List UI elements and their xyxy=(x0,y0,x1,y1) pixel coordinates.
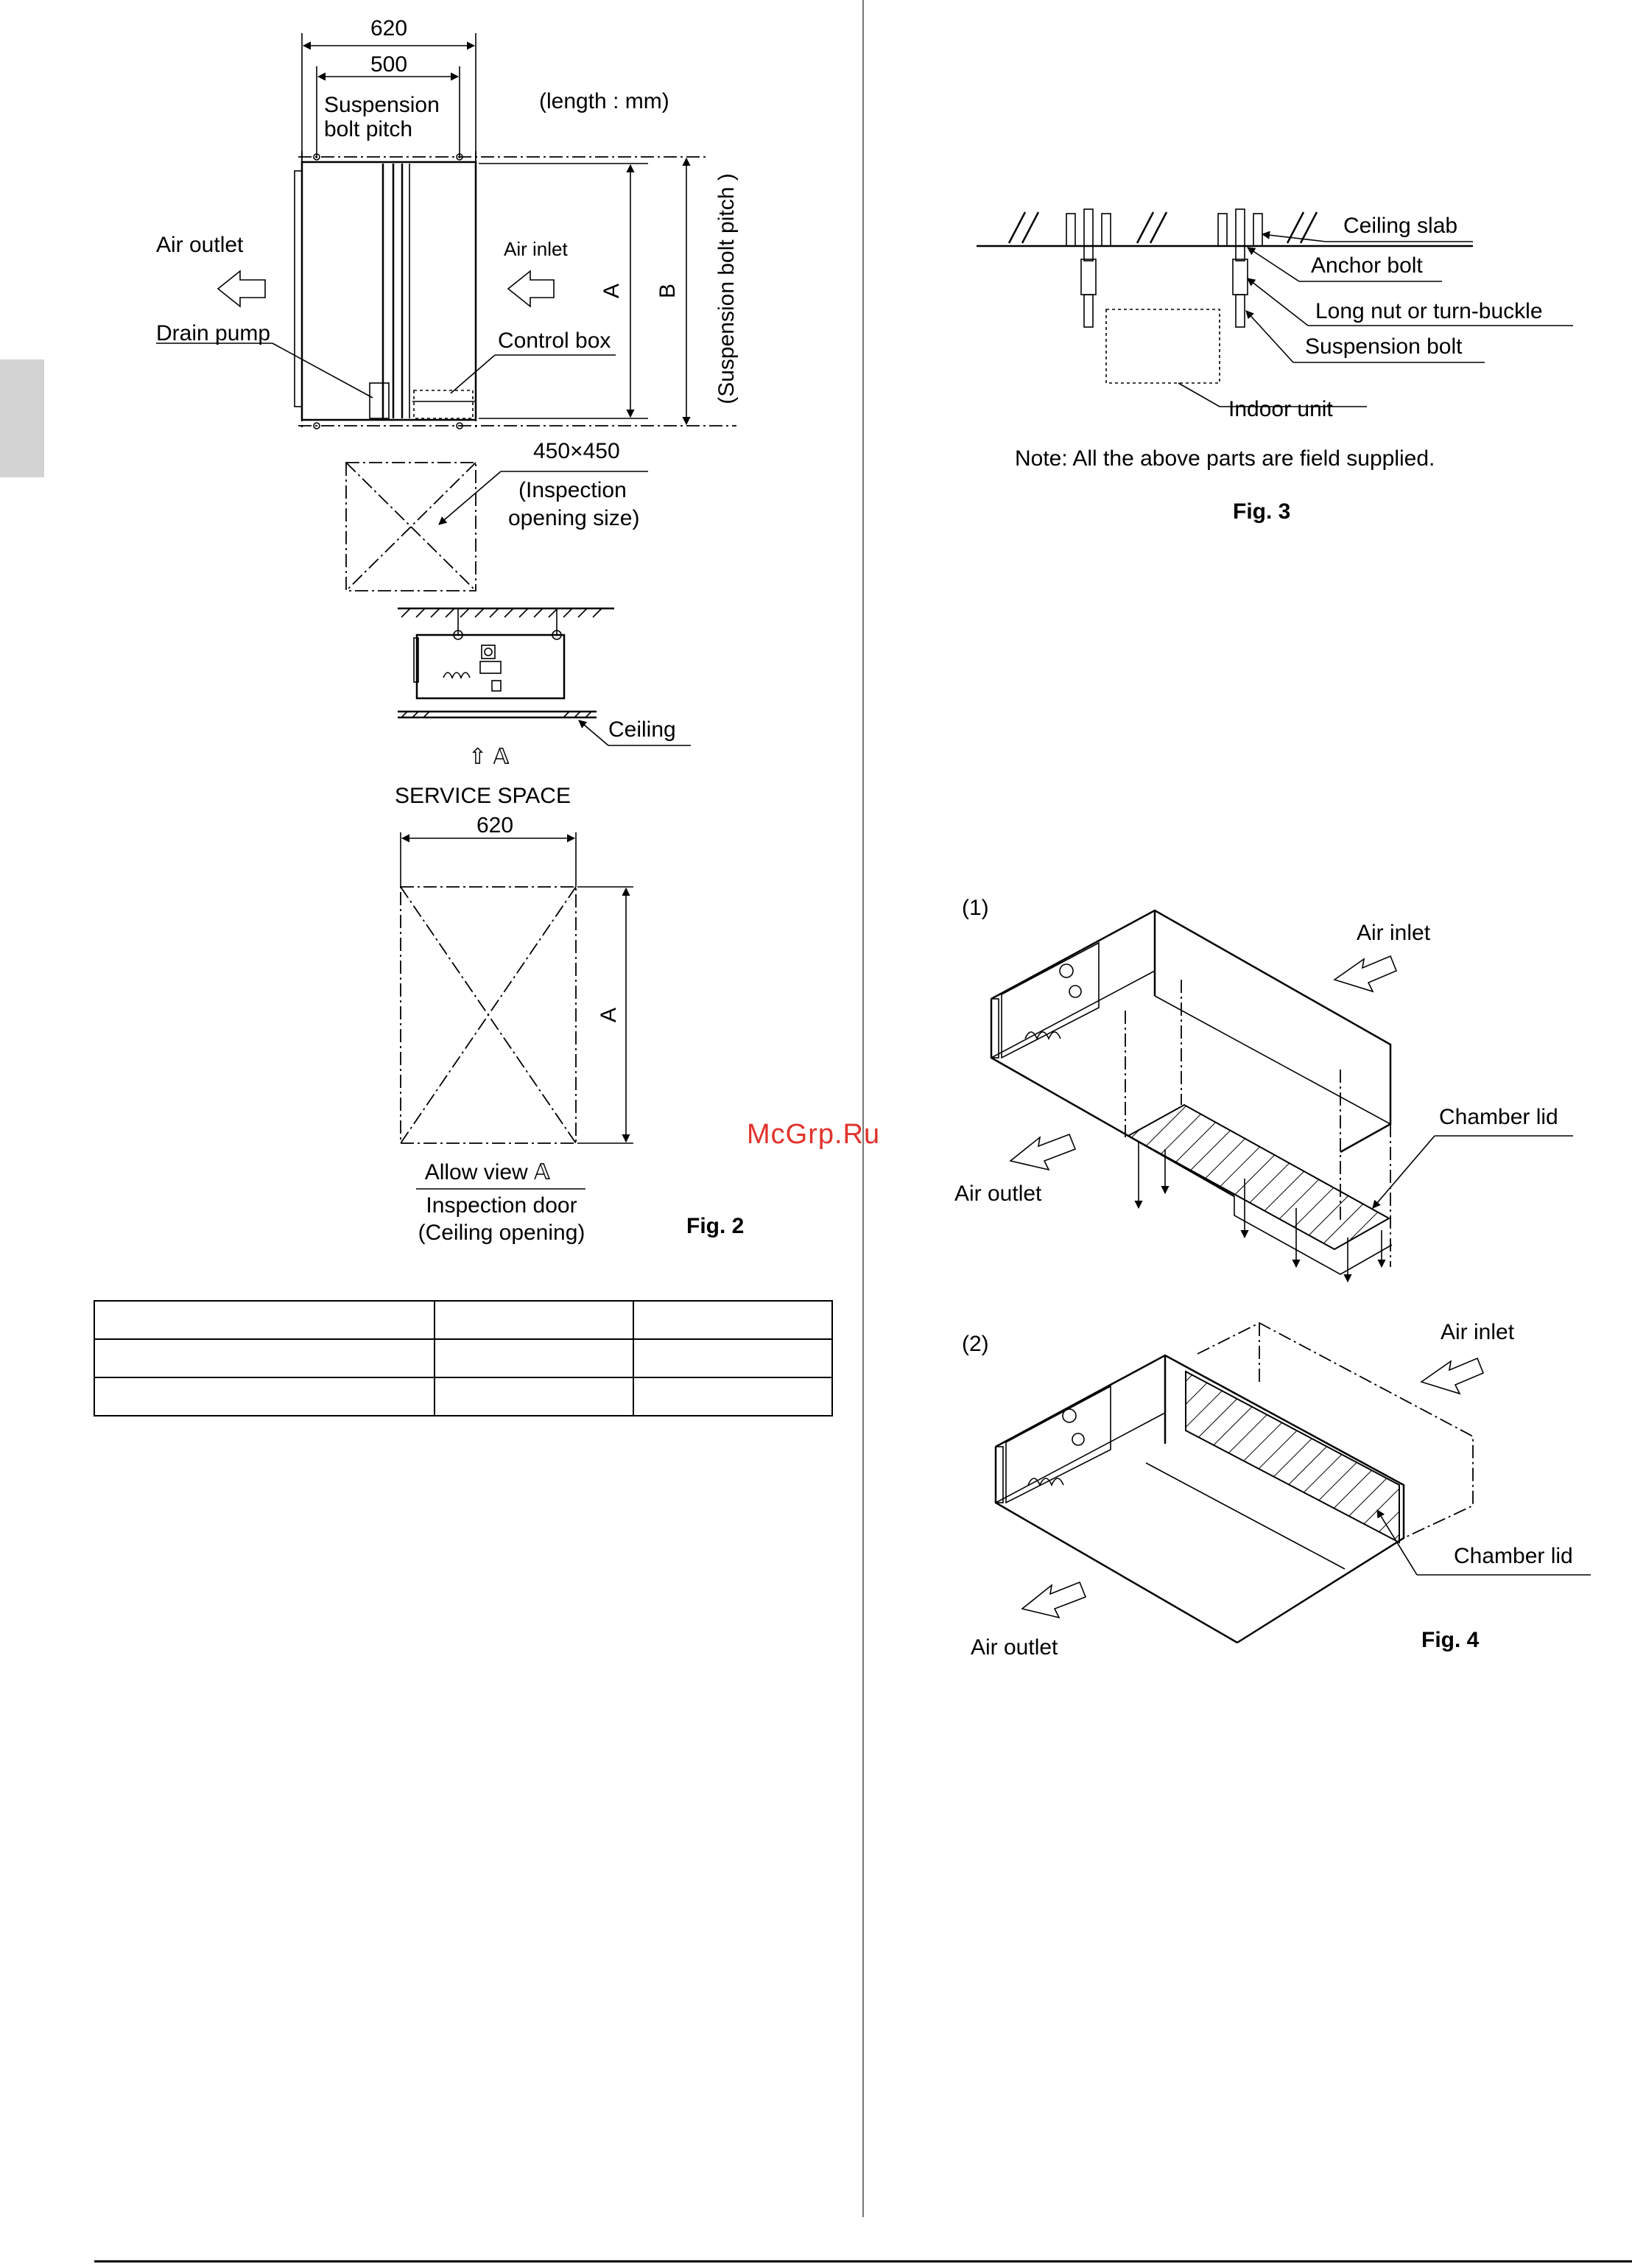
fig4-variant-2 xyxy=(962,1320,1591,1660)
fig2-caption: Fig. 2 xyxy=(686,1214,745,1238)
inspection-label-line1: (Inspection xyxy=(518,478,627,502)
suspension-label-line2: bolt pitch xyxy=(324,117,413,141)
suspension-vertical-label: (Suspension bolt pitch ) xyxy=(714,173,739,404)
dim-620-service: 620 xyxy=(476,813,514,838)
fig3-caption: Fig. 3 xyxy=(1233,499,1291,524)
fig3-suspension-detail xyxy=(977,209,1573,524)
inspection-size-label: 450×450 xyxy=(533,439,620,463)
allow-view-label: Allow view 𝔸 xyxy=(424,1160,551,1184)
watermark: McGrp.Ru xyxy=(747,1119,881,1150)
suspension-label-line1: Suspension xyxy=(324,93,440,117)
dim-500: 500 xyxy=(370,52,408,77)
unit-flange xyxy=(295,171,302,407)
dim-a-label: A xyxy=(599,283,624,299)
fig4-2-chamber-lid-label: Chamber lid xyxy=(1454,1544,1573,1568)
fig4-variant-1 xyxy=(954,896,1573,1282)
spec-table xyxy=(94,1301,832,1416)
fig4-label-2: (2) xyxy=(962,1332,989,1356)
fig4-2-chamber-lid xyxy=(1186,1372,1399,1542)
ceiling-label: Ceiling xyxy=(608,717,676,742)
fig4-label-1: (1) xyxy=(962,896,989,920)
fig4-1-chamber-lid-label: Chamber lid xyxy=(1439,1105,1558,1129)
air-outlet-label: Air outlet xyxy=(156,233,244,257)
length-unit-note: (length : mm) xyxy=(539,89,669,113)
dim-620-top: 620 xyxy=(370,16,408,41)
fig4-2-air-outlet-label: Air outlet xyxy=(971,1635,1058,1660)
fig2-top-view xyxy=(156,16,739,429)
fig4-1-air-outlet-label: Air outlet xyxy=(954,1182,1042,1206)
fig4-2-end-panel xyxy=(1006,1386,1111,1503)
fig4-1-air-inlet-label: Air inlet xyxy=(1357,921,1431,945)
ceiling-slab-label: Ceiling slab xyxy=(1343,214,1458,238)
drain-pump-box xyxy=(370,383,389,418)
fig4-1-air-outlet-arrow-icon xyxy=(1010,1134,1075,1170)
fig4-1-chamber-lid xyxy=(1128,1105,1389,1249)
control-box-label: Control box xyxy=(498,329,611,353)
fig2-inspection-opening xyxy=(346,439,648,591)
air-inlet-label: Air inlet xyxy=(504,238,568,260)
dim-b-label: B xyxy=(655,283,680,299)
fig4-2-air-outlet-arrow-icon xyxy=(1022,1582,1086,1618)
fig4-caption: Fig. 4 xyxy=(1421,1628,1480,1652)
inspection-label-line2: opening size) xyxy=(508,506,640,530)
dim-a-service: A xyxy=(597,1007,621,1023)
air-outlet-arrow-icon xyxy=(218,271,265,306)
inspection-door-label: Inspection door xyxy=(426,1193,577,1218)
unit-body-top xyxy=(302,162,476,420)
fig2-side-view xyxy=(398,608,691,769)
fig4-1-air-inlet-arrow-icon xyxy=(1334,956,1396,991)
fig2-service-space xyxy=(395,784,744,1245)
air-inlet-arrow-icon xyxy=(508,271,554,306)
page-side-tab xyxy=(0,359,44,477)
control-box-outline xyxy=(414,390,473,418)
drain-pump-label: Drain pump xyxy=(156,321,271,345)
service-space-label: SERVICE SPACE xyxy=(395,784,571,808)
long-nut-label: Long nut or turn-buckle xyxy=(1315,299,1543,323)
indoor-unit-label: Indoor unit xyxy=(1228,397,1333,421)
indoor-unit-outline xyxy=(1106,309,1220,383)
suspension-bolt-label: Suspension bolt xyxy=(1305,334,1463,359)
fig4-2-air-inlet-label: Air inlet xyxy=(1441,1320,1515,1344)
ceiling-opening-label: (Ceiling opening) xyxy=(418,1221,585,1245)
fig3-note: Note: All the above parts are field supplied. xyxy=(1015,446,1435,471)
side-view-unit xyxy=(417,635,564,698)
view-a-marker: ⇧ 𝔸 xyxy=(468,745,510,769)
fig4-1-end-panel xyxy=(1002,943,1099,1058)
anchor-bolt-label: Anchor bolt xyxy=(1311,253,1423,278)
fig4-2-air-inlet-arrow-icon xyxy=(1421,1358,1483,1394)
